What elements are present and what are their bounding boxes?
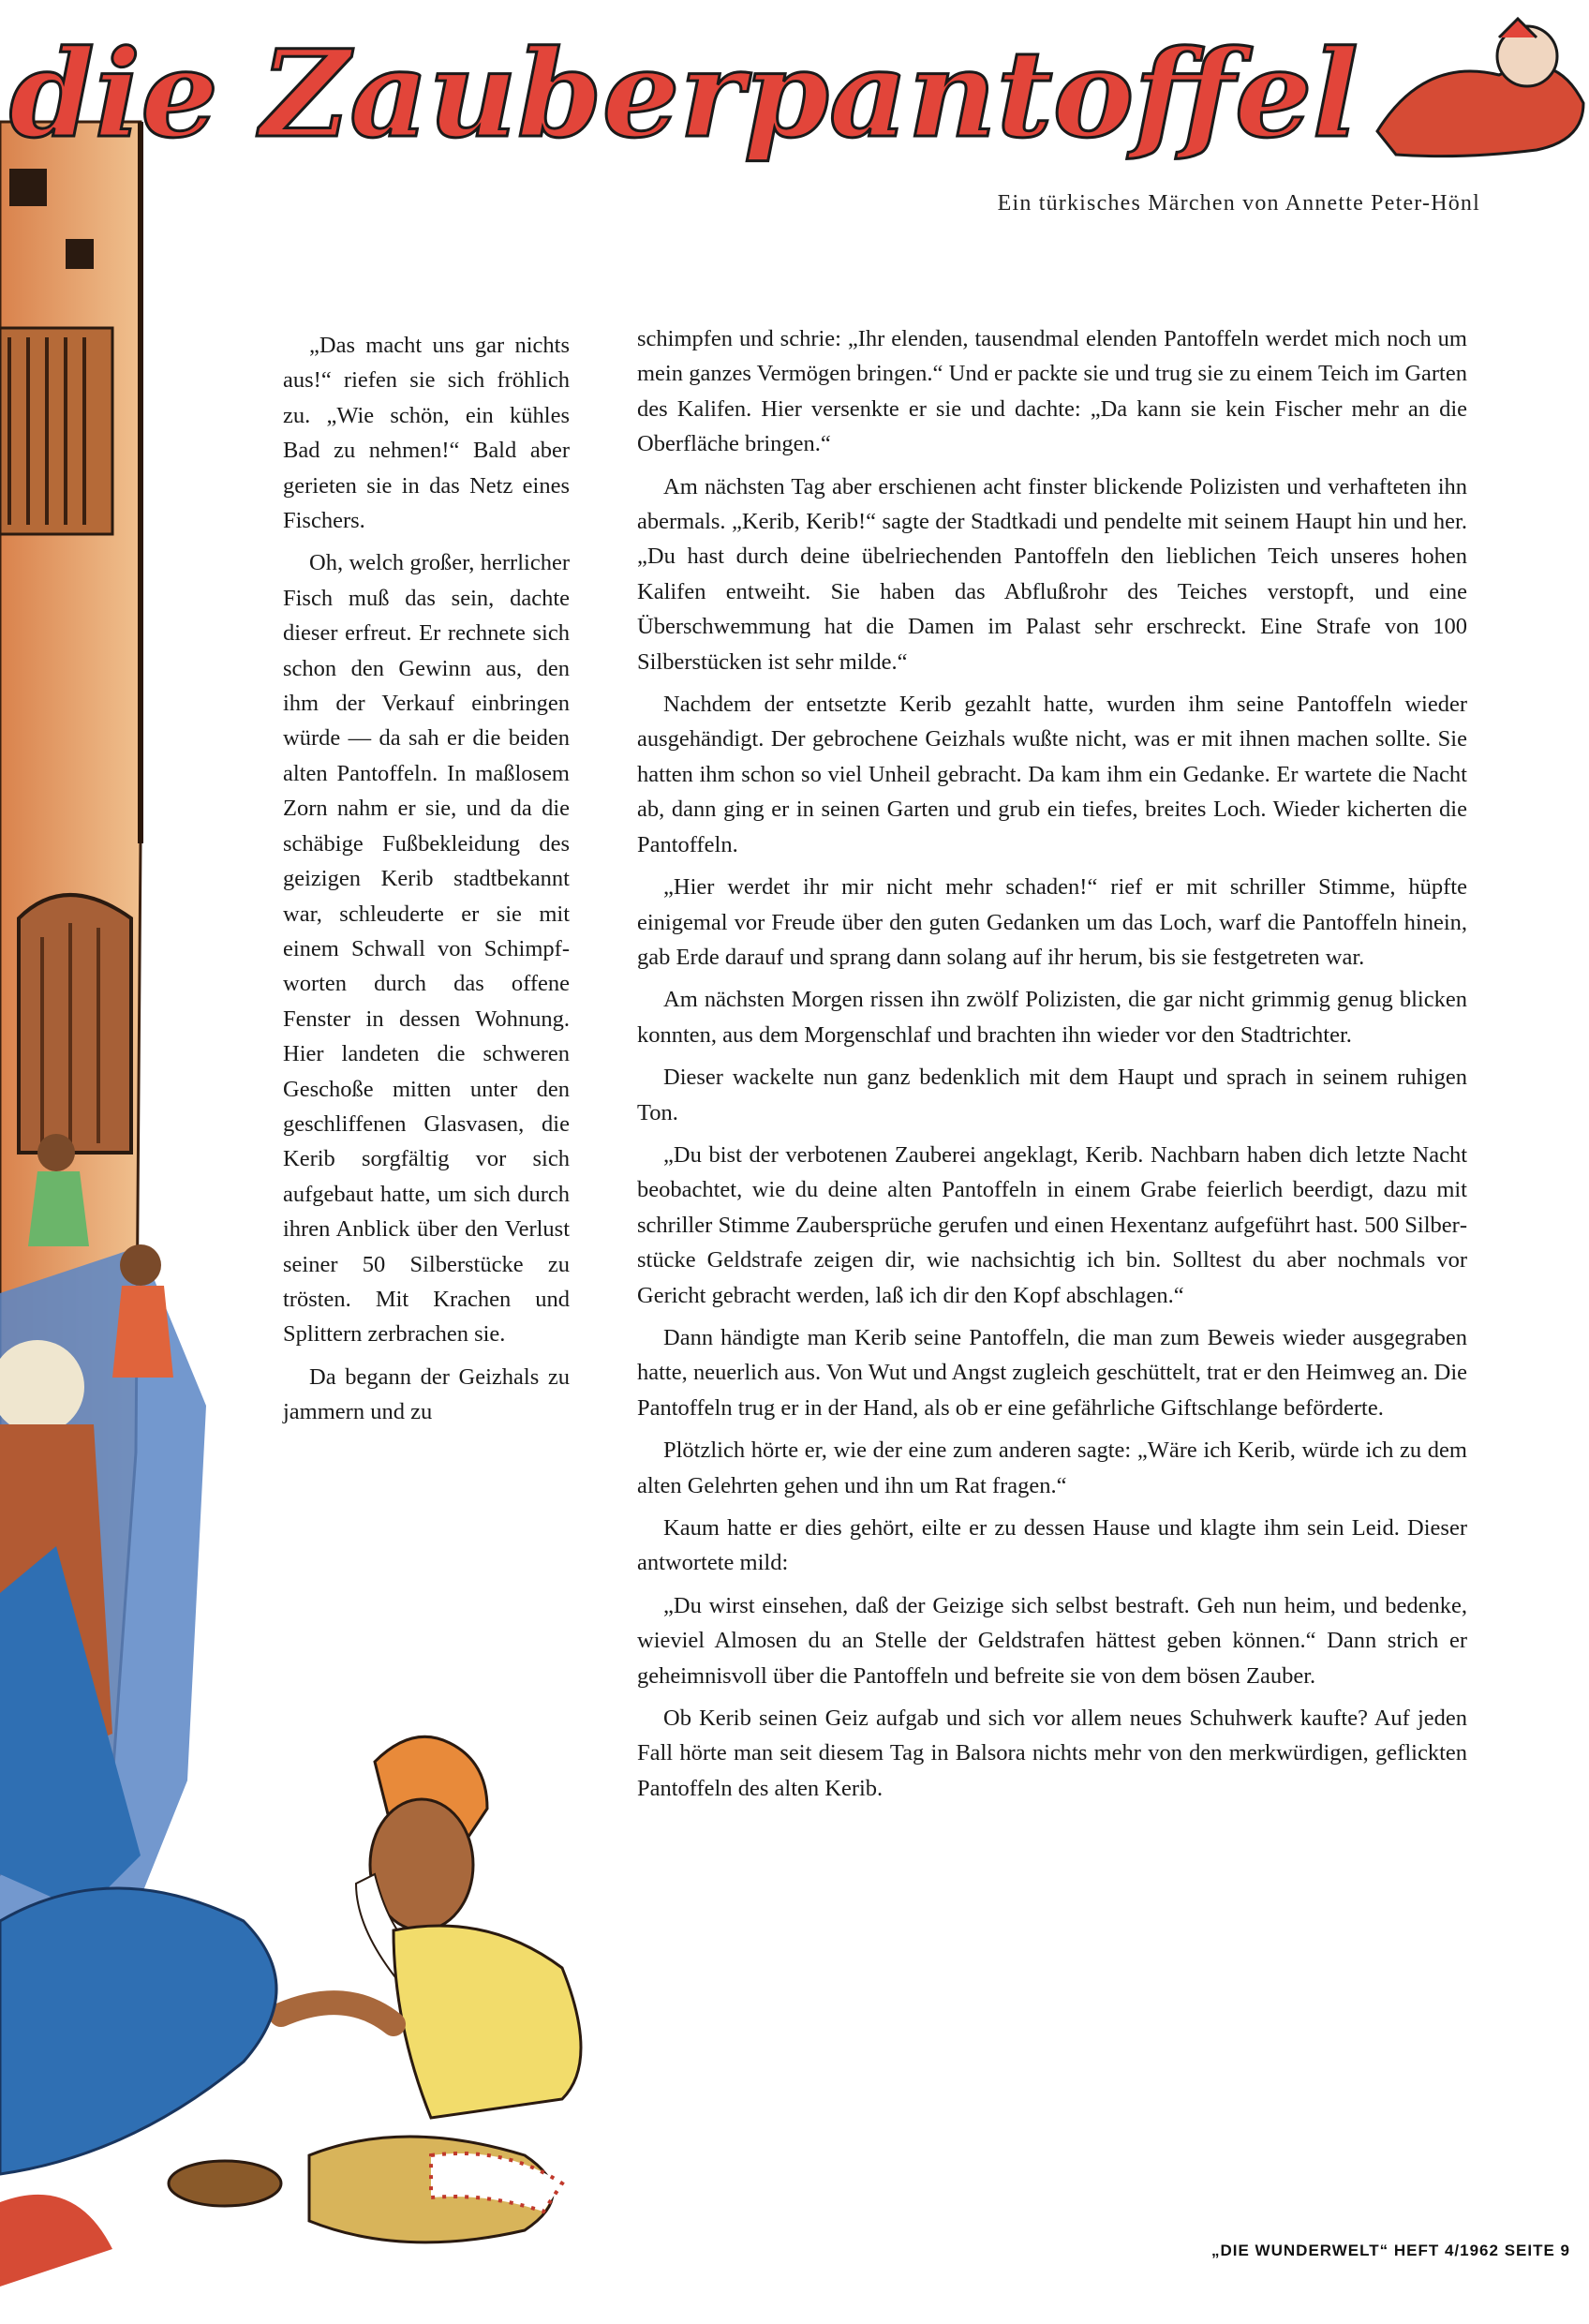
article-subtitle: Ein türkisches Märchen von Annette Peter-Hönl: [997, 191, 1480, 216]
page-footer: „DIE WUNDERWELT“ HEFT 4/1962 SEITE 9: [1211, 2242, 1570, 2259]
paragraph: Nachdem der entsetzte Kerib gezahlt hatte, wurden ihm seine Pantoffeln wieder ausgehändigt. Der gebrochene Geizhals wußte nicht, was er mit ihnen machen sollte. Sie hatten ihm schon so viel Unheil gebracht. Da kam ihm ein Gedanke. Er wartete die Nacht ab, dann ging er in seinen Garten und grub ein tiefes, breites Loch. Wieder kicherten die Pantoffeln.: [637, 692, 1467, 857]
paragraph: Am nächsten Tag aber erschienen acht finster blickende Polizisten und verhafteten ihn abermals. „Kerib, Kerib!“ sagte der Stadtkadi und pendelte mit seinem Haupt hin und her. „Du hast durch deine übelriechenden Pantoffeln den lieblichen Teich unseres hohen Kalifen entweiht. Sie haben das Abflußrohr des Teiches verstopft, und eine Überschwemmung hat die Damen im Palast sehr erschreckt. Eine Strafe von 100 Silberstücken ist sehr milde.“: [637, 473, 1467, 675]
paragraph: Ob Kerib seinen Geiz aufgab und sich vor allem neues Schuhwerk kaufte? Auf jeden Fall hörte man seit diesem Tag in Balsora nichts mehr von den merkwürdigen, geflickten Pantoffeln des alten Kerib.: [637, 1706, 1467, 1801]
paragraph: „Hier werdet ihr mir nicht mehr schaden!“ rief er mit schriller Stimme, hüpfte einigemal vor Freude über den guten Gedanken um das Loch, warf die Pantoffeln hinein, gab Erde darauf und sprang dann solang auf ihr herum, bis sie festgetreten war.: [637, 874, 1467, 970]
paragraph: schimpfen und schrie: „Ihr elenden, tausendmal elenden Pantoffeln werdet mich noch um mein ganzes Vermögen bringen.“ Und er packte sie und trug sie zu einem Teich im Garten des Kalifen. Hier versenkte er sie und dachte: „Da kann sie kein Fischer mehr an die Oberfläche bringen.“: [637, 326, 1467, 457]
window: [66, 239, 94, 269]
paragraph: Da begann der Geizhals zu jammern und zu: [283, 1363, 570, 1425]
paragraph: Dann händigte man Kerib seine Pantoffeln, die man zum Beweis wieder ausgegraben hatte, neuerlich aus. Von Wut und Angst zugleich geschüttelt, trat er den Heimweg an. Die Pantoffeln trug er in der Hand, als ob er eine gefährliche Giftschlange beförderte.: [637, 1324, 1467, 1421]
begging-bowl: [169, 2161, 281, 2206]
paragraph: „Du wirst einsehen, daß der Geizige sich selbst bestraft. Geh nun heim, und bedenke, wieviel Almosen du an Stelle der Geldstrafen hättest geben können.“ Dann strich er geheimnisvoll über die Pantoffeln und befreite sie von dem bösen Zauber.: [637, 1592, 1467, 1689]
child-head: [37, 1134, 75, 1171]
paragraph: Dieser wackelte nun ganz bedenklich mit dem Haupt und sprach in seinem ruhigen Ton.: [637, 1065, 1467, 1125]
slipper-illustration: [1377, 19, 1583, 156]
title-logo: [0, 0, 1589, 187]
blue-robe: [0, 1888, 276, 2174]
wooden-door: [19, 895, 131, 1153]
balcony: [0, 328, 112, 534]
paragraph: Oh, welch großer, herrlicher Fisch muß das sein, dachte dieser erfreut. Er rechnete sich schon den Gewinn aus, den ihm der Verkauf einbringen würde — da sah er die beiden alten Pantoffeln. In maßlosem Zorn nahm er sie, und da die schäbige Fußbekleidung des geizigen Kerib stadtbekannt war, schleuderte er sie mit einem Schwall von Schimpfworten durch das offene Fenster in dessen Wohnung. Hier landeten die schweren Geschoße mitten unter den geschliffenen Glasvasen, die Kerib sorgfältig vor sich aufgebaut hatte, um sich durch ihren Anblick über den Verlust seiner 50 Silberstücke zu trösten. Mit Krachen und Splittern zerbrachen sie.: [283, 550, 570, 1348]
paragraph: „Das macht uns gar nichts aus!“ riefen sie sich fröhlich zu. „Wie schön, ein kühles Bad zu nehmen!“ Bald aber gerieten sie in das Netz eines Fischers.: [283, 333, 570, 534]
paragraph: Kaum hatte er dies gehört, eilte er zu dessen Hause und klagte ihm sein Leid. Dieser antwortete mild:: [637, 1515, 1467, 1576]
right-text-column: [637, 321, 1467, 1813]
left-text-column: [283, 328, 570, 1438]
paragraph: Plötzlich hörte er, wie der eine zum anderen sagte: „Wäre ich Kerib, würde ich zu dem alten Gelehrten gehen und ihn um Rat fragen.“: [637, 1438, 1467, 1498]
paragraph: „Du bist der verbotenen Zauberei angeklagt, Kerib. Nachbarn haben dich letzte Nacht beobachtet, wie du deine alten Pantoffeln in einem Grabe feierlich beerdigt, dazu mit schriller Stimme Zaubersprüche gerufen und einen Hexentanz aufgeführt hast. 500 Silberstücke Geldstrafe zeigen dir, wie nachsichtig ich bin. Solltest du aber nochmals vor Gericht gebracht werden, laß ich dir den Kopf abschlagen.“: [637, 1141, 1467, 1308]
paragraph: Am nächsten Morgen rissen ihn zwölf Polizisten, die gar nicht grimmig genug blicken konnten, aus dem Morgenschlaf und brachten ihn wieder vor den Stadtrichter.: [637, 987, 1467, 1048]
title-text: die Zauberpantoffel: [9, 24, 1359, 165]
child-head: [120, 1244, 161, 1286]
